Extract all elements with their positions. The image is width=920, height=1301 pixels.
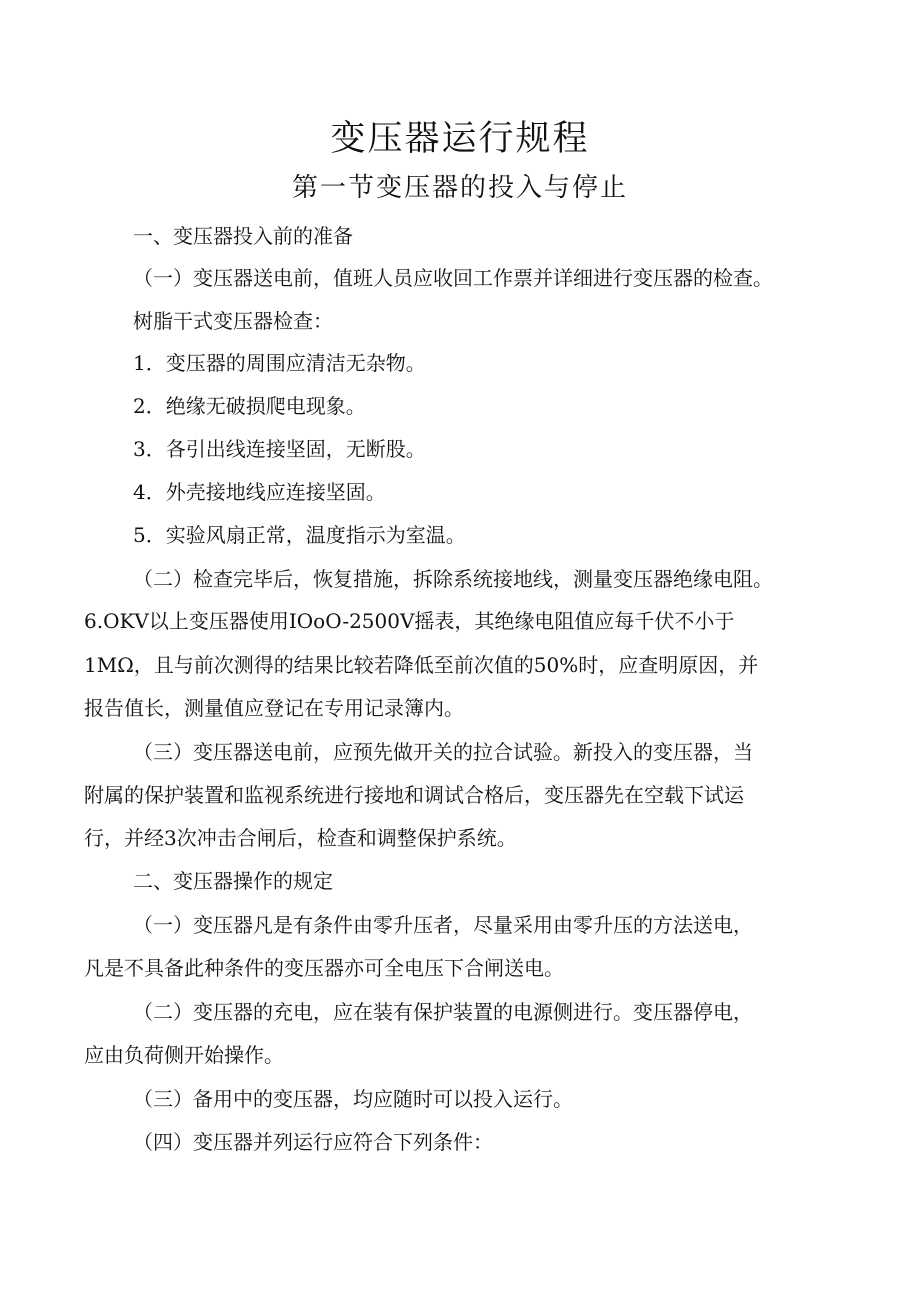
list-item: 1．变压器的周围应清洁无杂物。 [133, 351, 426, 375]
paragraph-line: 附属的保护装置和监视系统进行接地和调试合格后，变压器先在空载下试运 [84, 783, 744, 807]
paragraph-line: （三）备用中的变压器，均应随时可以投入运行。 [133, 1087, 573, 1111]
paragraph-line: （三）变压器送电前，应预先做开关的拉合试验。新投入的变压器，当 [133, 740, 753, 764]
list-item: 5．实验风扇正常，温度指示为室温。 [133, 523, 466, 547]
section-heading: 一、变压器投入前的准备 [133, 224, 353, 248]
paragraph-line: 应由负荷侧开始操作。 [84, 1043, 284, 1067]
paragraph-line: 1MΩ，且与前次测得的结果比较若降低至前次值的50%时，应查明原因，并 [84, 653, 759, 677]
paragraph-line: 报告值长，测量值应登记在专用记录簿内。 [84, 696, 464, 720]
list-item: 2．绝缘无破损爬电现象。 [133, 394, 366, 418]
paragraph-line: 6.OKV以上变压器使用IOoO-2500V摇表，其绝缘电阻值应每千伏不小于 [84, 609, 735, 633]
paragraph-line: （四）变压器并列运行应符合下列条件： [133, 1130, 493, 1154]
paragraph-line: 树脂干式变压器检查： [133, 309, 333, 333]
paragraph-line: （一）变压器送电前，值班人员应收回工作票并详细进行变压器的检查。 [133, 266, 773, 290]
paragraph-line: （一）变压器凡是有条件由零升压者，尽量采用由零升压的方法送电， [133, 913, 753, 937]
list-item: 3．各引出线连接坚固，无断股。 [133, 437, 426, 461]
section-title: 第一节变压器的投入与停止 [291, 173, 628, 203]
list-item: 4．外壳接地线应连接坚固。 [133, 480, 386, 504]
paragraph-line: （二）变压器的充电，应在装有保护装置的电源侧进行。变压器停电， [133, 1000, 753, 1024]
paragraph-line: 凡是不具备此种条件的变压器亦可全电压下合闸送电。 [84, 956, 564, 980]
paragraph-line: 行，并经3次冲击合闸后，检查和调整保护系统。 [84, 826, 517, 850]
document-title: 变压器运行规程 [330, 119, 590, 159]
section-heading: 二、变压器操作的规定 [133, 869, 333, 893]
paragraph-line: （二）检查完毕后，恢复措施，拆除系统接地线，测量变压器绝缘电阻。 [133, 567, 773, 591]
